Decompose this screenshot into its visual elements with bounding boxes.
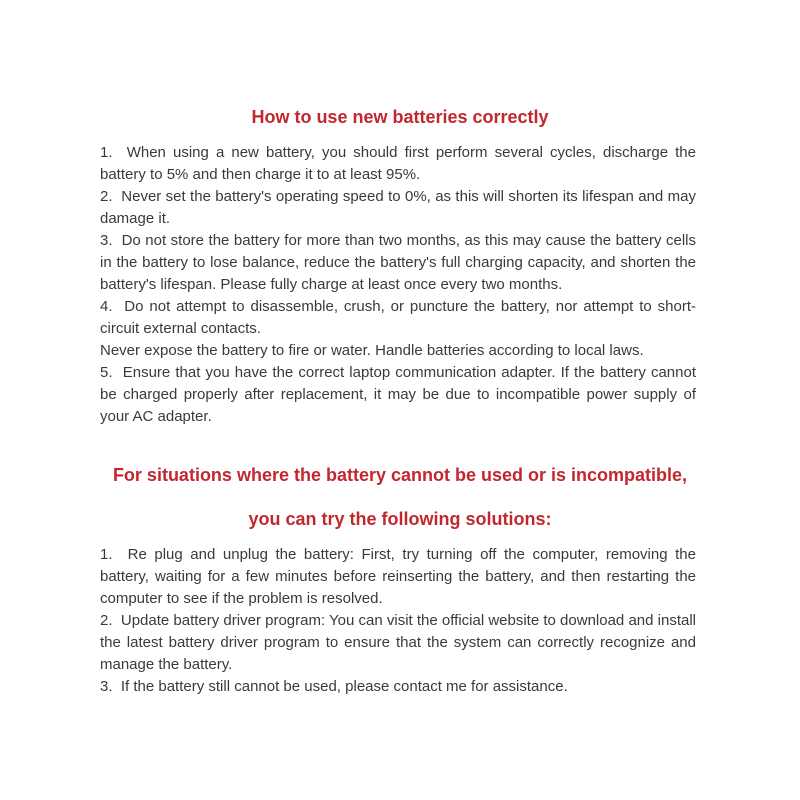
- section1-note-fire-water: Never expose the battery to fire or water. Handle batteries according to local laws.: [100, 342, 644, 359]
- section1-item-1: 1. When using a new battery, you should first perform several cycles, discharge the battery to 5% and then charge it to at least 95%.: [100, 144, 696, 183]
- section1-title: How to use new batteries correctly: [251, 107, 549, 127]
- section1-item-5: 5. Ensure that you have the correct laptop communication adapter. If the battery cannot be charged properly after replacement, it may be due to incompatible power supply of your AC adapter.: [100, 364, 696, 425]
- section2-item-1: 1. Re plug and unplug the battery: First, try turning off the computer, removing the battery, waiting for a few minutes before reinserting the battery, and then restarting the computer to see if the problem is resolved.: [100, 546, 696, 607]
- section1-item-4: 4. Do not attempt to disassemble, crush, or puncture the battery, nor attempt to short-circuit external contacts.: [100, 298, 696, 337]
- section2-item-3: 3. If the battery still cannot be used, please contact me for assistance.: [100, 678, 568, 695]
- section2-title-line2: you can try the following solutions:: [248, 509, 552, 529]
- section2-title-line1: For situations where the battery cannot be used or is incompatible,: [112, 465, 688, 485]
- section2-item-2: 2. Update battery driver program: You can visit the official website to download and install the latest battery driver program to ensure that the system can correctly recognize and manage the battery.: [100, 612, 696, 673]
- section1-item-2: 2. Never set the battery's operating speed to 0%, as this will shorten its lifespan and may damage it.: [100, 188, 696, 227]
- section1-item-3: 3. Do not store the battery for more than two months, as this may cause the battery cells in the battery to lose balance, reduce the battery's full charging capacity, and shorten the battery's lifespan. Please fully charge at least once every two months.: [100, 232, 696, 293]
